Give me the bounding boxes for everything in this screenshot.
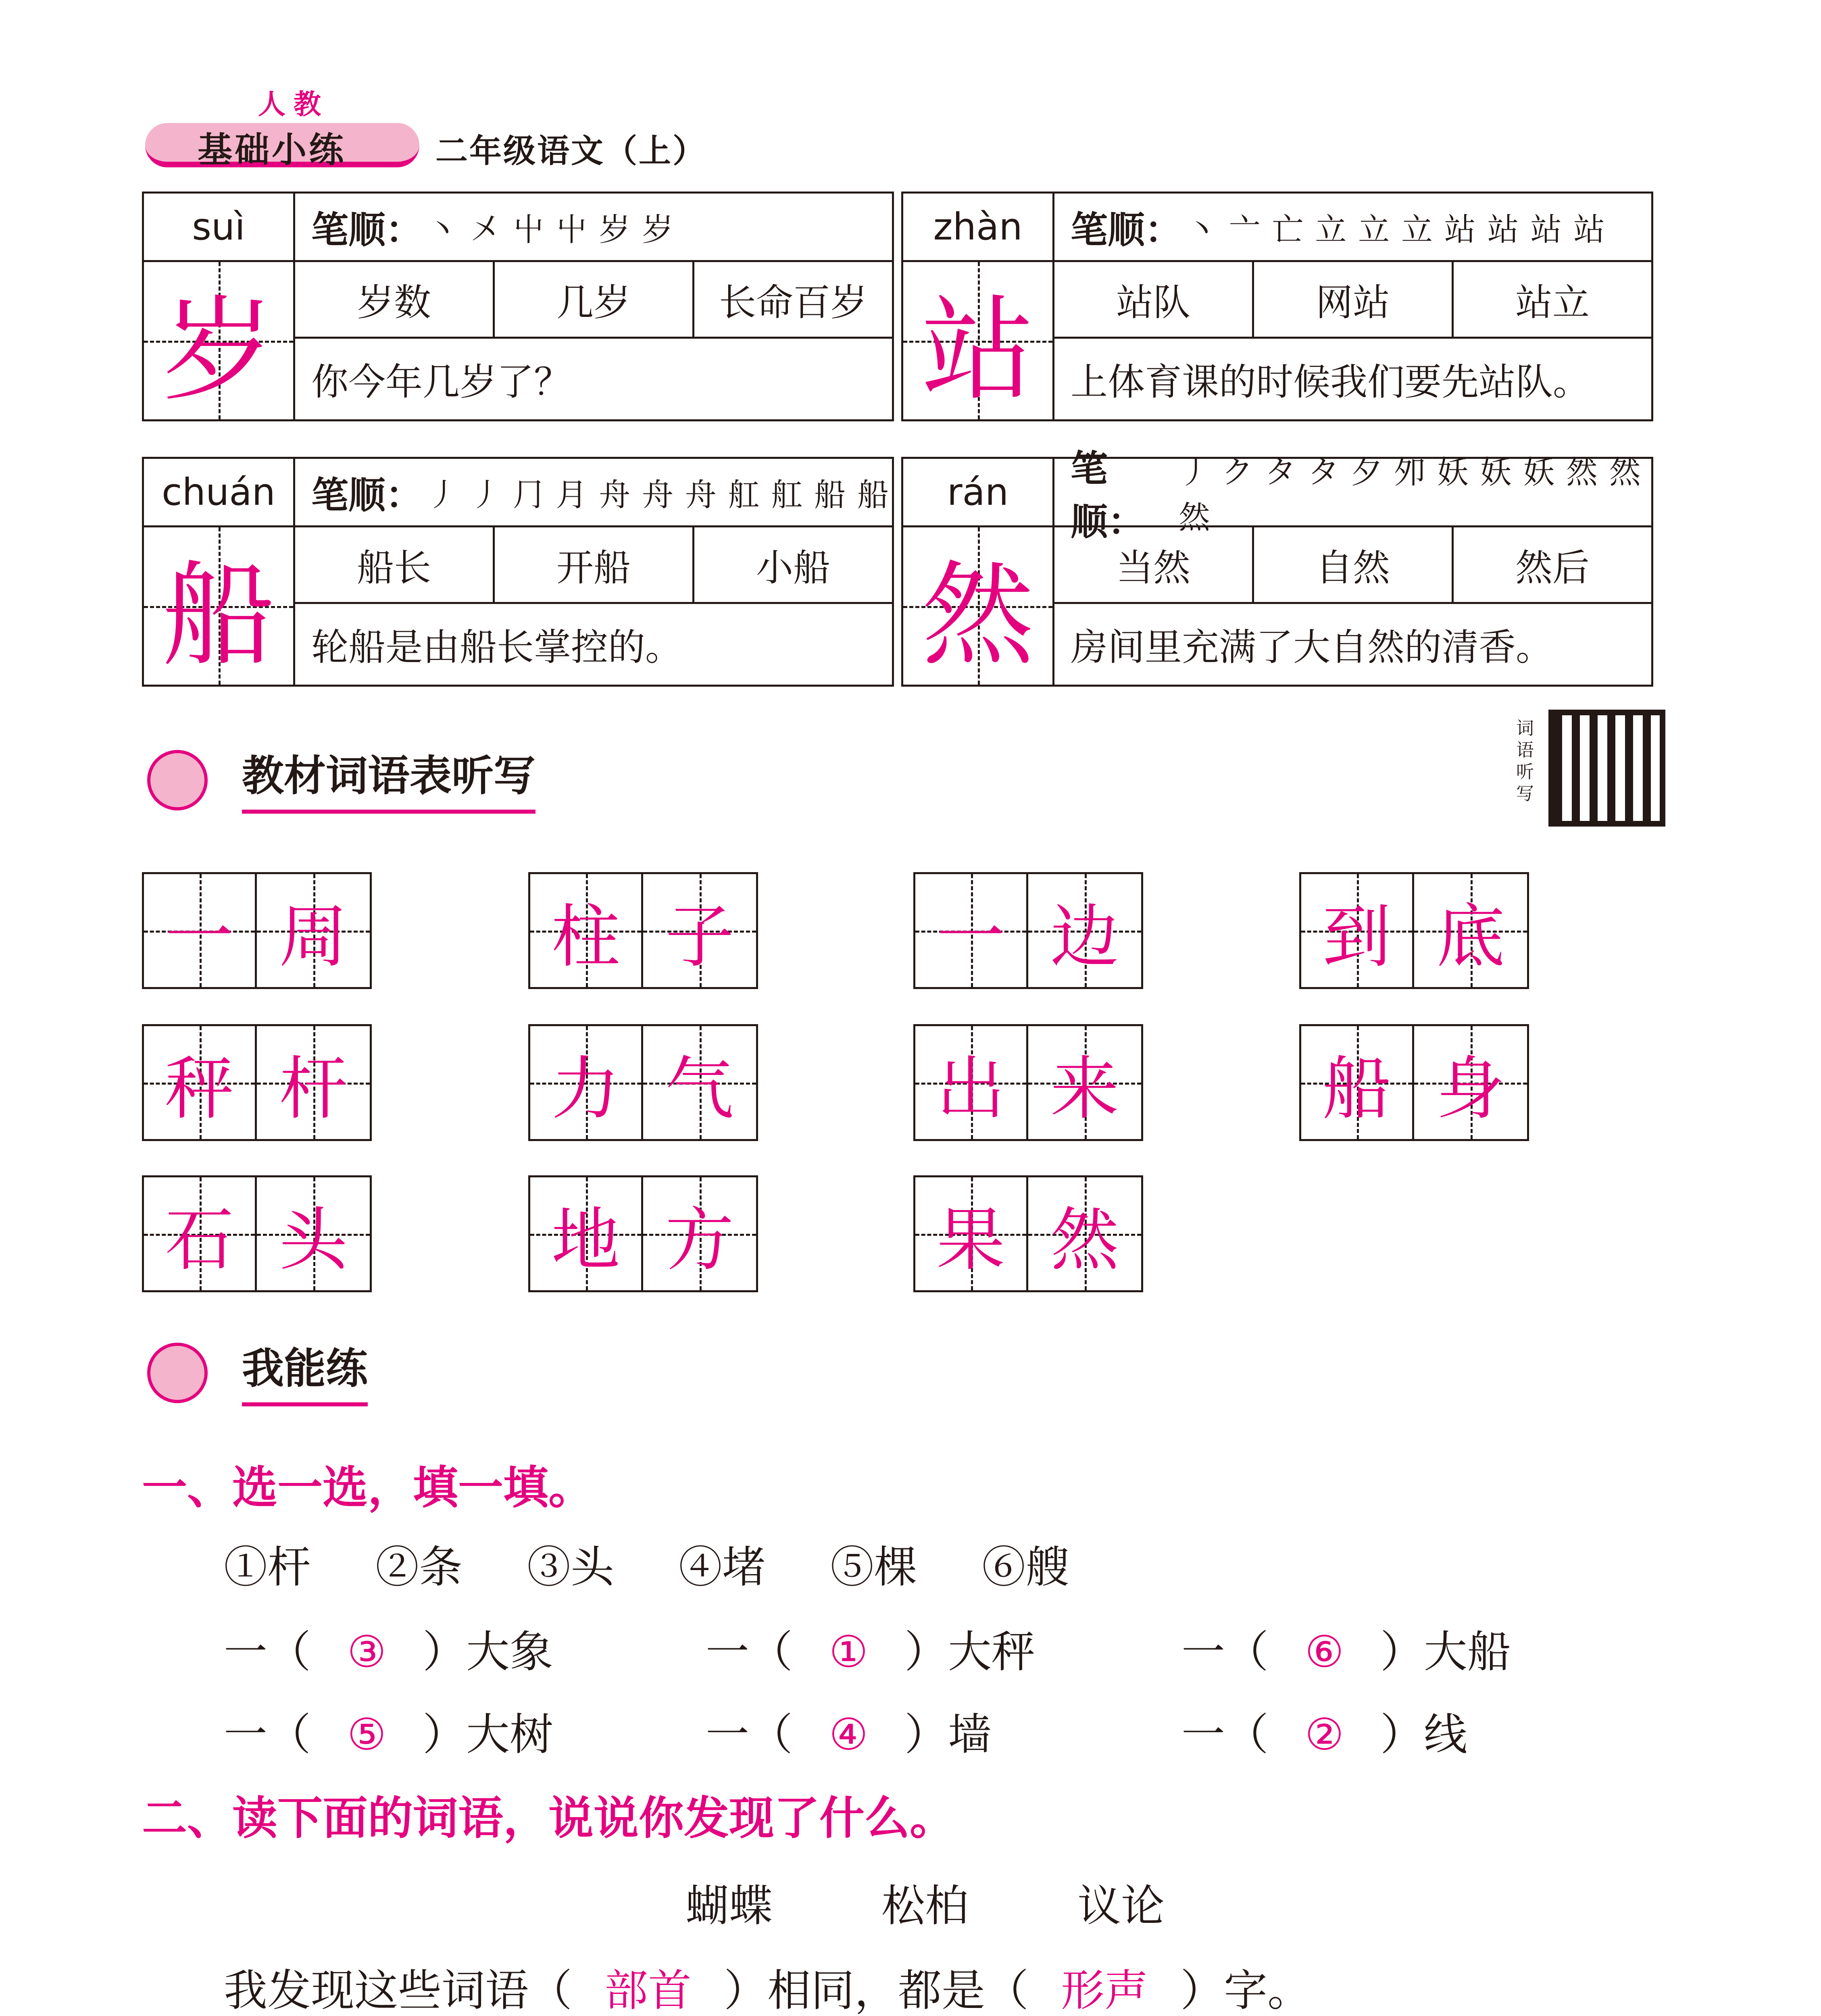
dictation-cell[interactable]: 边	[1028, 874, 1141, 987]
dictation-cell[interactable]: 子	[643, 874, 756, 987]
pinyin: suì	[144, 194, 295, 262]
stroke-order: 笔顺： 丿 丿 ⺆ 月 舟 舟 舟 舡 舡 船 船	[295, 459, 892, 527]
dictation-cell[interactable]: 果	[915, 1177, 1028, 1290]
q1-item: 一（ ⑤ ）大树	[224, 1710, 553, 1760]
q2-heading: 二、读下面的词语，说说你发现了什么。	[142, 1792, 955, 1845]
pinyin: zhàn	[903, 194, 1054, 262]
dictation-word	[528, 1024, 758, 1141]
dictation-cell[interactable]: 力	[530, 1026, 643, 1139]
word-row: 船长 开船 小船	[295, 527, 892, 604]
q2-line1: 我发现这些词语（ 部首 ）相同，都是（ 形声 ）字。	[224, 1966, 1311, 2016]
big-char: 然	[903, 527, 1054, 685]
dictation-cell[interactable]: 柱	[530, 874, 643, 987]
big-char: 站	[903, 262, 1054, 419]
pinyin: chuán	[144, 459, 295, 527]
dictation-cell[interactable]: 秤	[144, 1026, 257, 1139]
dictation-word	[913, 872, 1143, 989]
book-icon	[147, 750, 208, 810]
pinyin: rán	[903, 459, 1054, 527]
dictation-title: 教材词语表听写	[242, 742, 535, 814]
dictation-word	[1299, 872, 1529, 989]
dictation-cell[interactable]: 一	[915, 874, 1028, 987]
qr-code[interactable]	[1548, 710, 1665, 827]
dictation-cell[interactable]: 出	[915, 1026, 1028, 1139]
dictation-cell[interactable]: 地	[530, 1177, 643, 1290]
series-title: 基础小练	[198, 130, 346, 170]
char-card-sui	[142, 192, 894, 421]
dictation-cell[interactable]: 底	[1414, 874, 1527, 987]
char-card-chuan	[142, 457, 894, 687]
dictation-cell[interactable]: 头	[257, 1177, 370, 1290]
publisher-label: 人教	[258, 89, 329, 121]
stroke-order: 笔顺： 丿 ク タ タ 夕 夘 妖 妖 妖 然 然 然	[1054, 459, 1651, 527]
q2-words: 蝴蝶 松柏 议论	[685, 1881, 1165, 1931]
char-card-ran	[901, 447, 1653, 687]
practice-title: 我能练	[242, 1335, 368, 1406]
word-row: 当然 自然 然后	[1054, 527, 1651, 604]
dictation-cell[interactable]: 一	[144, 874, 257, 987]
dictation-cell[interactable]: 周	[257, 874, 370, 987]
dictation-cell[interactable]: 来	[1028, 1026, 1141, 1139]
q1-item: 一（ ⑥ ）大船	[1181, 1627, 1511, 1677]
word-row: 站队 网站 站立	[1054, 262, 1651, 339]
dictation-word	[528, 1175, 758, 1292]
book-icon	[147, 1343, 208, 1403]
char-card-zhan	[901, 192, 1653, 421]
dictation-cell[interactable]: 石	[144, 1177, 257, 1290]
big-char: 岁	[144, 262, 295, 419]
example-sentence: 房间里充满了大自然的清香。	[1071, 626, 1553, 669]
q1-item: 一（ ① ）大秤	[706, 1627, 1035, 1677]
dictation-word	[142, 872, 372, 989]
dictation-cell[interactable]: 然	[1028, 1177, 1141, 1290]
example-sentence: 轮船是由船长掌控的。	[311, 626, 683, 669]
dictation-word	[142, 1175, 372, 1292]
q1-item: 一（ ② ）线	[1181, 1710, 1467, 1760]
dictation-cell[interactable]: 气	[643, 1026, 756, 1139]
stroke-order: 笔顺： 丶 㐅 屮 屮 岁 岁	[295, 194, 892, 262]
q1-heading: 一、选一选，填一填。	[142, 1462, 594, 1514]
dictation-cell[interactable]: 船	[1301, 1026, 1414, 1139]
big-char: 船	[144, 527, 295, 685]
dictation-cell[interactable]: 到	[1301, 874, 1414, 987]
qr-label: 词语听写	[1516, 718, 1534, 804]
example-sentence: 你今年几岁了？	[311, 360, 571, 404]
dictation-word	[1299, 1024, 1529, 1141]
dictation-word	[528, 872, 758, 989]
q1-item: 一（ ④ ）墙	[706, 1710, 992, 1760]
grade-title: 二年级语文（上）	[435, 132, 706, 170]
q1-item: 一（ ③ ）大象	[224, 1627, 553, 1677]
dictation-word	[913, 1024, 1143, 1141]
q1-options: ①杆 ②条 ③头 ④堵 ⑤棵 ⑥艘	[224, 1542, 1069, 1593]
stroke-order: 笔顺： 丶 亠 亡 立 立 立 站 站 站 站	[1054, 194, 1651, 262]
dictation-word	[142, 1024, 372, 1141]
dictation-word	[913, 1175, 1143, 1292]
example-sentence: 上体育课的时候我们要先站队。	[1071, 360, 1590, 404]
dictation-cell[interactable]: 身	[1414, 1026, 1527, 1139]
dictation-cell[interactable]: 杆	[257, 1026, 370, 1139]
word-row: 岁数 几岁 长命百岁	[295, 262, 892, 339]
dictation-cell[interactable]: 方	[643, 1177, 756, 1290]
